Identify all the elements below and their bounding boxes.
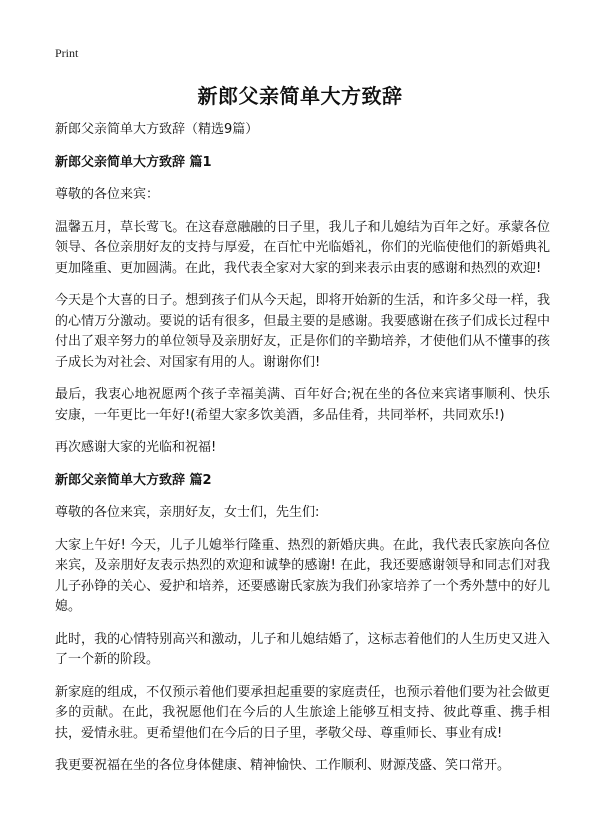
section-2 bbox=[55, 471, 550, 777]
paragraph: 此时，我的心情特别高兴和激动，儿子和儿媳结婚了，这标志着他们的人生历史又进入了一个新的阶段。 bbox=[55, 631, 550, 667]
paragraph: 尊敬的各位来宾，亲朋好友，女士们，先生们: bbox=[55, 505, 320, 520]
document-subtitle: 新郎父亲简单大方致辞（精选9篇） bbox=[55, 122, 259, 137]
print-link[interactable]: Print bbox=[55, 46, 79, 60]
paragraph: 今天是个大喜的日子。想到孩子们从今天起，即将开始新的生活，和许多父母一样，我的心情万分激动。要说的话有很多，但最主要的是感谢。我要感谢在孩子们成长过程中付出了艰辛努力的单位领导及亲朋好友，正是你们的辛勤培养，才使他们从不懂事的孩子成长为对社会、对国家有用的人。谢谢你们! bbox=[55, 293, 550, 370]
paragraph: 我更要祝福在坐的各位身体健康、精神愉快、工作顺利、财源茂盛、笑口常开。 bbox=[55, 758, 511, 773]
paragraph: 再次感谢大家的光临和祝福! bbox=[55, 440, 217, 455]
section-heading: 新郎父亲简单大方致辞 篇2 bbox=[55, 472, 212, 488]
document-body bbox=[55, 120, 550, 789]
paragraph: 尊敬的各位来宾： bbox=[55, 187, 160, 202]
section-1 bbox=[55, 153, 550, 459]
paragraph: 温馨五月，草长莺飞。在这春意融融的日子里，我儿子和儿媳结为百年之好。承蒙各位领导、各位亲朋好友的支持与厚爱，在百忙中光临婚礼，你们的光临使他们的新婚典礼更加隆重、更加圆满。在此，我代表全家对大家的到来表示由衷的感谢和热烈的欢迎! bbox=[55, 219, 550, 276]
paragraph: 新家庭的组成，不仅预示着他们要承担起重要的家庭责任，也预示着他们要为社会做更多的贡献。在此，我祝愿他们在今后的人生旅途上能够互相支持、彼此尊重、携手相扶，爱情永驻。更希望他们在今后的日子里，孝敬父母、尊重师长、事业有成! bbox=[55, 684, 550, 741]
document-title: 新郎父亲简单大方致辞 bbox=[197, 84, 403, 108]
section-heading: 新郎父亲简单大方致辞 篇1 bbox=[55, 154, 212, 170]
paragraph: 大家上午好! 今天，儿子儿媳举行隆重、热烈的新婚庆典。在此，我代表氏家族向各位来宾，及亲朋好友表示热烈的欢迎和诚挚的感谢! 在此，我还要感谢领导和同志们对我儿子孙铮的关心、爱护和培养，还要感谢氏家族为我们孙家培养了一个秀外慧中的好儿媳。 bbox=[55, 537, 550, 614]
paragraph: 最后，我衷心地祝愿两个孩子幸福美满、百年好合;祝在坐的各位来宾诸事顺利、快乐安康，一年更比一年好!(希望大家多饮美酒，多品佳肴，共同举杯，共同欢乐!) bbox=[55, 387, 550, 423]
